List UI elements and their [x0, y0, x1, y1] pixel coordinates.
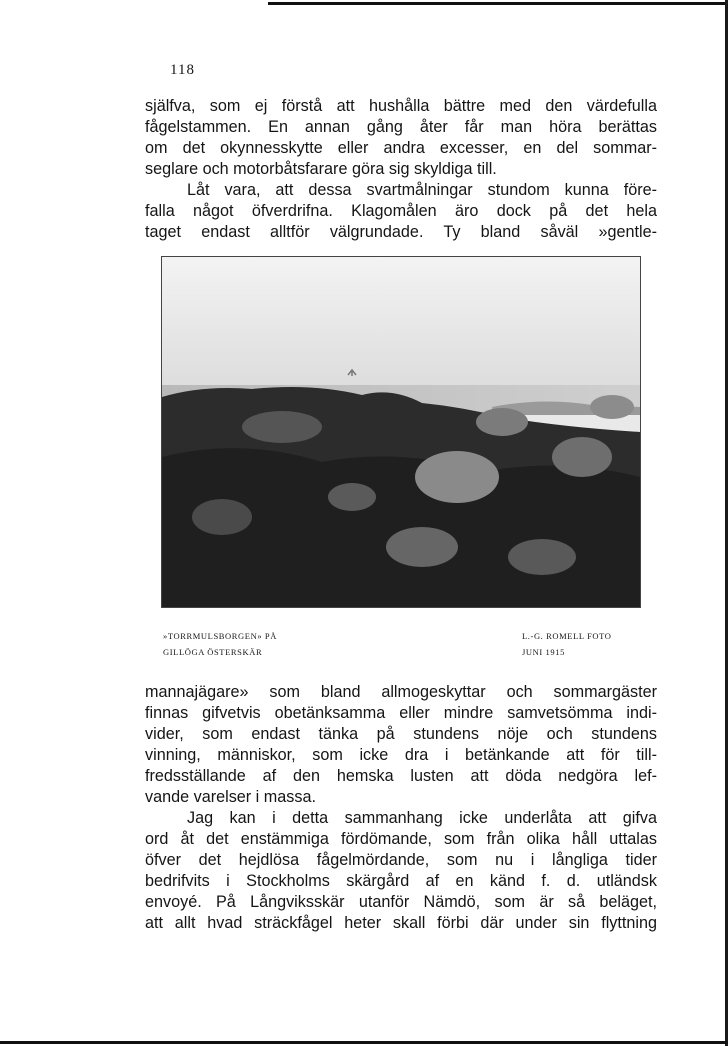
rock-light	[415, 451, 499, 503]
figure-caption-left	[163, 628, 277, 660]
text-line: falla något öfverdrifna. Klagomålen äro dock på det hela	[145, 202, 657, 220]
caption-photographer: L.-G. ROMELL FOTO	[522, 631, 612, 641]
paragraph-block-top	[145, 96, 657, 243]
text-line: att allt hvad sträckfågel heter skall förbi där under sin flyttning	[145, 914, 657, 932]
text-line: finnas gifvetvis obetänksamma eller mindre samvetsömma indi-	[145, 704, 657, 722]
figure-caption-right	[522, 628, 612, 660]
text-line: vider, som endast tänka på stundens nöje och stundens	[145, 725, 657, 743]
figure-photo-rocky-shore	[161, 256, 641, 608]
text-line: ord åt det enstämmiga fördömande, som från olika håll uttalas	[145, 830, 657, 848]
text-line: fredsställande af den hemska lusten att döda nedgöra lef-	[145, 767, 657, 785]
caption-title: »TORRMULSBORGEN» PÅ	[163, 631, 277, 641]
rock-light	[242, 411, 322, 443]
text-line: om det okynnesskytte eller andra excesser, en del sommar-	[145, 139, 657, 157]
rock-light	[328, 483, 376, 511]
bottom-edge-rule	[0, 1041, 728, 1044]
text-line: bedrifvits i Stockholms skärgård af en känd f. d. utländsk	[145, 872, 657, 890]
text-line: fågelstammen. En annan gång åter får man höra berättas	[145, 118, 657, 136]
text-line: seglare och motorbåtsfarare göra sig skyldiga till.	[145, 160, 497, 178]
text-line: själfva, som ej förstå att hushålla bättre med den värdefulla	[145, 97, 657, 115]
rock-light	[552, 437, 612, 477]
rock-light	[192, 499, 252, 535]
sky	[162, 257, 640, 392]
top-edge-rule	[268, 2, 728, 5]
text-line: envoyé. På Långviksskär utanför Nämdö, som är så beläget,	[145, 893, 657, 911]
text-line: vinning, människor, som icke dra i betänkande att för till-	[145, 746, 657, 764]
paragraph-block-bottom	[145, 682, 657, 934]
rock-light	[476, 408, 528, 436]
text-line: öfver det hejdlösa fågelmördande, som nu i långliga tider	[145, 851, 657, 869]
rock-light	[386, 527, 458, 567]
caption-location: GILLÖGA ÖSTERSKÄR	[163, 647, 263, 657]
rock-light	[508, 539, 576, 575]
text-line: mannajägare» som bland allmogeskyttar och sommargäster	[145, 683, 657, 701]
text-line: Jag kan i detta sammanhang icke underlåta att gifva	[187, 809, 657, 827]
text-line: taget endast alltför välgrundade. Ty bland såväl »gentle-	[145, 223, 657, 241]
page-number: 118	[170, 62, 195, 78]
rock-light	[590, 395, 634, 419]
text-line: Låt vara, att dessa svartmålningar stundom kunna före-	[187, 181, 657, 199]
caption-date: JUNI 1915	[522, 647, 565, 657]
text-line: vande varelser i massa.	[145, 788, 316, 806]
